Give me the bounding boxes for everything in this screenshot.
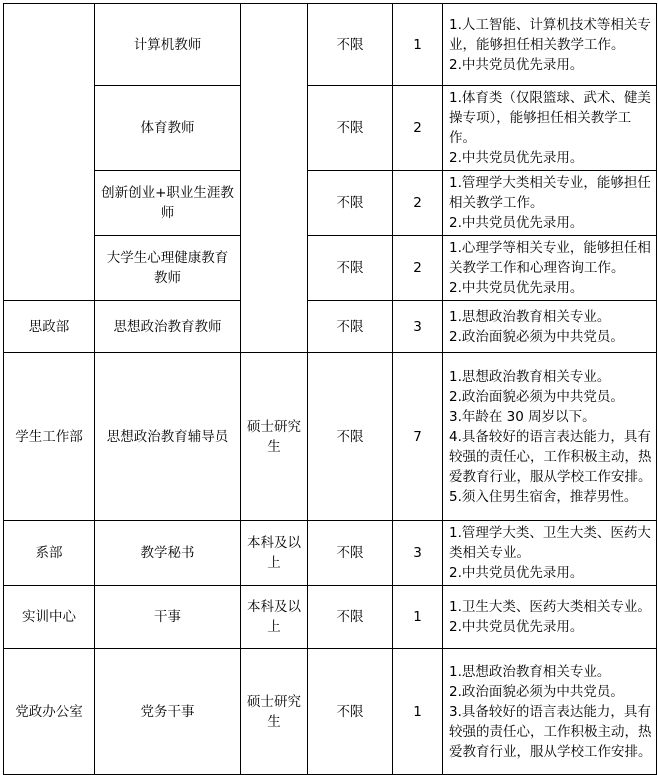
requirement-line: 1.思想政治教育相关专业。 <box>449 308 611 325</box>
requirement-line: 1.管理学大类相关专业，能够担任相关教学工作。 <box>449 175 651 211</box>
count-cell: 7 <box>393 353 443 521</box>
requirement-line: 1.管理学大类、卫生大类、医药大类相关专业。 <box>449 525 651 561</box>
edu-cell: 本科及以上 <box>241 521 308 586</box>
table-row <box>4 521 657 586</box>
requirement-line: 2.中共党员优先录用。 <box>449 280 584 296</box>
requirement-line: 3.具备较好的语言表达能力，具有较强的责任心，工作积极主动，热爱教育行业，服从学校工作安排。 <box>449 703 652 760</box>
requirement-line: 4.具备较好的语言表达能力，具有较强的责任心，工作积极主动，热爱教育行业，服从学校工作安排。 <box>449 428 652 485</box>
table-row <box>4 586 657 649</box>
age-cell: 不限 <box>308 236 393 301</box>
age-cell: 不限 <box>308 521 393 586</box>
requirement-line: 1.思想政治教育相关专业。 <box>449 663 611 680</box>
position-cell: 大学生心理健康教育教师 <box>95 236 241 301</box>
table-row <box>4 649 657 775</box>
position-cell: 党务干事 <box>95 649 241 775</box>
requirement-line: 2.政治面貌必须为中共党员。 <box>449 683 624 700</box>
dept-cell: 系部 <box>4 521 95 586</box>
table-row <box>4 301 657 353</box>
requirements-cell <box>443 301 657 353</box>
requirement-line: 3.年龄在 30 周岁以下。 <box>449 408 596 425</box>
count-cell: 2 <box>393 236 443 301</box>
age-cell: 不限 <box>308 353 393 521</box>
count-cell: 3 <box>393 301 443 353</box>
requirements-cell <box>443 171 657 236</box>
position-cell: 教学秘书 <box>95 521 241 586</box>
requirement-line: 2.中共党员优先录用。 <box>449 56 584 73</box>
edu-cell <box>241 4 308 353</box>
dept-cell: 学生工作部 <box>4 353 95 521</box>
requirements-cell <box>443 649 657 775</box>
requirements-cell <box>443 521 657 586</box>
requirement-line: 2.中共党员优先录用。 <box>449 565 584 581</box>
requirement-line: 2.中共党员优先录用。 <box>449 619 584 635</box>
requirement-line: 1.人工智能、计算机技术等相关专业，能够担任相关教学工作。 <box>449 16 651 53</box>
position-cell: 思想政治教育教师 <box>95 301 241 353</box>
edu-cell: 硕士研究生 <box>241 353 308 521</box>
table-row <box>4 353 657 521</box>
age-cell: 不限 <box>308 171 393 236</box>
position-cell: 思想政治教育辅导员 <box>95 353 241 521</box>
age-cell: 不限 <box>308 649 393 775</box>
requirement-line: 5.须入住男生宿舍，推荐男性。 <box>449 488 638 505</box>
requirement-line: 1.卫生大类、医药大类相关专业。 <box>449 599 651 615</box>
edu-cell: 本科及以上 <box>241 586 308 649</box>
count-cell: 1 <box>393 4 443 86</box>
age-cell: 不限 <box>308 4 393 86</box>
position-cell: 体育教师 <box>95 86 241 171</box>
age-cell: 不限 <box>308 86 393 171</box>
dept-cell: 党政办公室 <box>4 649 95 775</box>
requirements-cell <box>443 353 657 521</box>
edu-cell: 硕士研究生 <box>241 649 308 775</box>
count-cell: 3 <box>393 521 443 586</box>
requirements-cell <box>443 86 657 171</box>
recruitment-table <box>3 3 657 775</box>
position-cell: 干事 <box>95 586 241 649</box>
count-cell: 1 <box>393 649 443 775</box>
dept-cell <box>4 4 95 301</box>
count-cell: 2 <box>393 171 443 236</box>
count-cell: 1 <box>393 586 443 649</box>
requirements-cell <box>443 236 657 301</box>
table-row <box>4 171 657 236</box>
requirement-line: 2.政治面貌必须为中共党员。 <box>449 328 624 345</box>
position-cell: 创新创业+职业生涯教师 <box>95 171 241 236</box>
dept-cell: 实训中心 <box>4 586 95 649</box>
table-row <box>4 236 657 301</box>
requirements-cell <box>443 586 657 649</box>
table-row <box>4 86 657 171</box>
count-cell: 2 <box>393 86 443 171</box>
requirement-line: 2.中共党员优先录用。 <box>449 150 584 166</box>
requirement-line: 1.体育类（仅限篮球、武术、健美操专项），能够担任相关教学工作。 <box>449 90 651 146</box>
requirements-cell <box>443 4 657 86</box>
requirement-line: 2.中共党员优先录用。 <box>449 215 584 231</box>
table-row <box>4 4 657 86</box>
requirement-line: 1.心理学等相关专业，能够担任相关教学工作和心理咨询工作。 <box>449 240 651 276</box>
age-cell: 不限 <box>308 586 393 649</box>
age-cell: 不限 <box>308 301 393 353</box>
position-cell: 计算机教师 <box>95 4 241 86</box>
dept-cell: 思政部 <box>4 301 95 353</box>
requirement-line: 2.政治面貌必须为中共党员。 <box>449 388 624 405</box>
requirement-line: 1.思想政治教育相关专业。 <box>449 368 611 385</box>
